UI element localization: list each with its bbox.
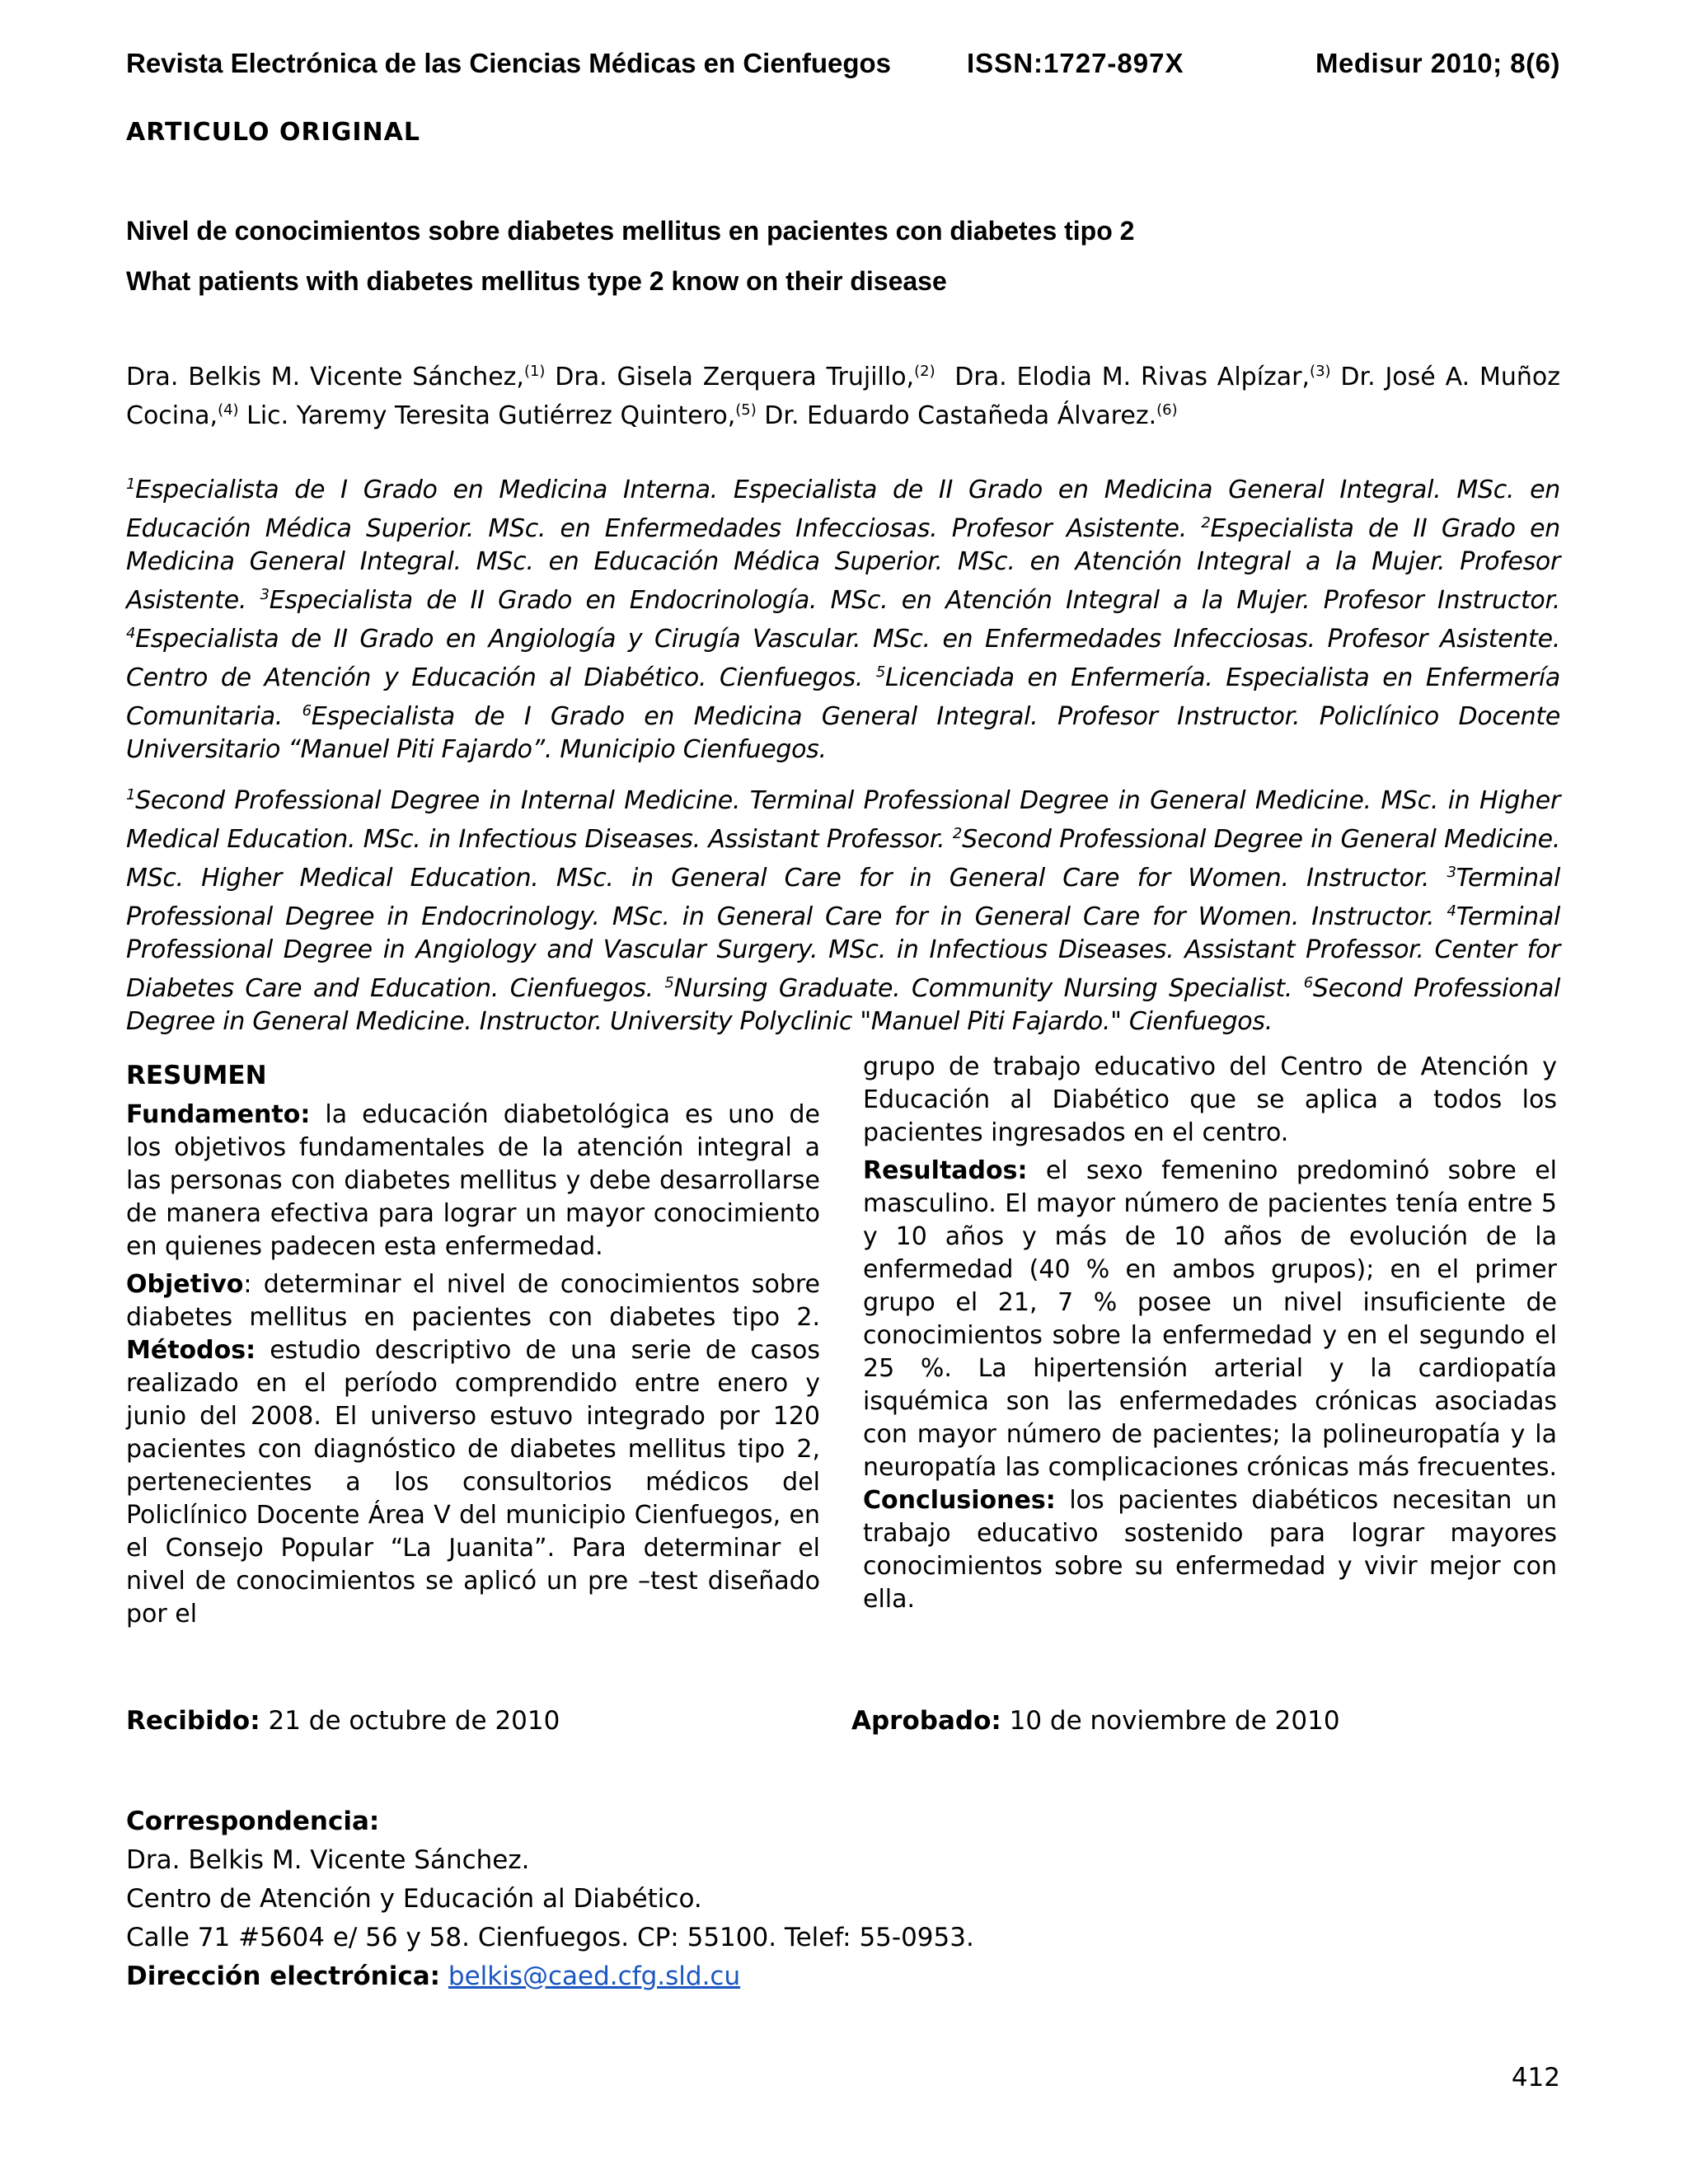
author: Dra. Elodia M. Rivas Alpízar, bbox=[954, 363, 1311, 391]
affil-mark: 4 bbox=[1447, 902, 1456, 920]
abstract-heading: RESUMEN bbox=[126, 1061, 267, 1090]
correspondence-institution: Centro de Atención y Educación al Diabético. bbox=[126, 1884, 702, 1914]
affil-mark: 1 bbox=[126, 786, 136, 804]
abstract-text: estudio descriptivo de una serie de casos realizado en el período comprendido entre enero y junio del 2008. El universo estuvo integrado por 120 pacientes con diagnóstico de diabetes mellitus tipo 2, pertenecientes a los consultorios médicos del Policlínico Docente Área V del municipio Cienfuegos, en el Consejo Popular “La Juanita”. Para determinar el nivel de conocimientos se aplicó un pre –test diseñado por el bbox=[126, 1336, 820, 1629]
abstract-text: el sexo femenino predominó sobre el masculino. El mayor número de pacientes tenía entre 5 y 10 años y más de 10 años de evolución de la enfermedad (40 % en ambos grupos); en el primer grupo el 21, 7 % posee un nivel insuficiente de conocimientos sobre la enfermedad y en el segundo el 25 %. La hipertensión arterial y la cardiopatía isquémica son las enfermedades crónicas asociadas con mayor número de pacientes; la polineuropatía y la neuropatía las complicaciones crónicas más frecuentes. bbox=[863, 1156, 1557, 1482]
author: Dr. Eduardo Castañeda Álvarez. bbox=[764, 401, 1157, 430]
author-mark: (4) bbox=[218, 401, 239, 419]
abstract-label: Métodos: bbox=[126, 1336, 256, 1365]
abstract-label: Objetivo bbox=[126, 1270, 244, 1299]
affil-text: Terminal Professional Degree in Endocrinology. MSc. in General Care for in General Care for Women. Instructor. bbox=[126, 864, 1560, 931]
affil-mark: 5 bbox=[875, 663, 886, 681]
affil-mark: 3 bbox=[260, 586, 270, 603]
affil-mark: 1 bbox=[126, 476, 136, 493]
approved-date bbox=[851, 1706, 1340, 1736]
correspondence-email-line bbox=[126, 1957, 1560, 1996]
author: Dra. Gisela Zerquera Trujillo, bbox=[555, 363, 915, 391]
affil-text: Terminal Professional Degree in Angiology and Vascular Surgery. MSc. in Infectious Diseases. Assistant Professor. Center for Diabetes Care and Education. Cienfuegos. bbox=[126, 902, 1560, 1003]
author: Dr. José A. Muñoz Cocina, bbox=[126, 363, 1560, 430]
affil-text: Licenciada en Enfermería. Especialista en Enfermería Comunitaria. bbox=[126, 663, 1560, 731]
abstract-text: : determinar el nivel de conocimientos sobre diabetes mellitus en pacientes con diabetes tipo 2. bbox=[126, 1270, 820, 1332]
author-mark: (1) bbox=[523, 363, 546, 380]
received-value: 21 de octubre de 2010 bbox=[268, 1706, 560, 1736]
author-mark: (5) bbox=[735, 401, 757, 419]
page-number: 412 bbox=[1511, 2063, 1560, 2093]
affil-mark: 2 bbox=[952, 825, 963, 842]
abstract-text: los pacientes diabéticos necesitan un trabajo educativo sostenido para lograr mayores conocimientos sobre su enfermedad y vivir mejor con ella. bbox=[863, 1486, 1557, 1614]
affil-text: Second Professional Degree in Internal Medicine. Terminal Professional Degree in General Medicine. MSc. in Higher Medical Education. MSc. in Infectious Diseases. Assistant Professor. bbox=[126, 786, 1560, 854]
abstract-left-column bbox=[126, 1059, 820, 1636]
abstract-fundamento bbox=[126, 1099, 820, 1263]
correspondence-address: Calle 71 #5604 e/ 56 y 58. Cienfuegos. CP: 55100. Telef: 55-0953. bbox=[126, 1923, 974, 1952]
affil-mark: 5 bbox=[664, 974, 674, 991]
email-label: Dirección electrónica: bbox=[126, 1961, 441, 1991]
author-mark: (2) bbox=[914, 363, 935, 380]
abstract-label: Resultados: bbox=[863, 1156, 1028, 1185]
author-list bbox=[126, 355, 1560, 433]
abstract-right-column bbox=[863, 1051, 1557, 1621]
journal-citation: Medisur 2010; 8(6) bbox=[1315, 48, 1560, 78]
affil-text: Second Professional Degree in General Medicine. MSc. Higher Medical Education. MSc. in General Care for in General Care for Women. Instructor. bbox=[126, 825, 1560, 893]
title-spanish: Nivel de conocimientos sobre diabetes mellitus en pacientes con diabetes tipo 2 bbox=[126, 216, 1135, 246]
abstract-label: Conclusiones: bbox=[863, 1486, 1056, 1515]
email-link[interactable]: belkis@caed.cfg.sld.cu bbox=[448, 1961, 741, 1991]
abstract-label: Fundamento: bbox=[126, 1100, 311, 1129]
affil-mark: 4 bbox=[126, 625, 136, 642]
abstract-objetivo-metodos bbox=[126, 1268, 820, 1631]
received-date bbox=[126, 1706, 560, 1736]
journal-name: Revista Electrónica de las Ciencias Médicas en Cienfuegos bbox=[126, 48, 892, 78]
issn: ISSN:1727-897X bbox=[967, 48, 1184, 78]
abstract-text: la educación diabetológica es uno de los objetivos fundamentales de la atención integral a las personas con diabetes mellitus y debe desarrollarse de manera efectiva para lograr un mayor conocimiento en quienes padecen esta enfermedad. bbox=[126, 1100, 820, 1261]
author-mark: (6) bbox=[1156, 401, 1178, 419]
affil-text: Especialista de I Grado en Medicina General Integral. Profesor Instructor. Policlínico Docente Universitario “Manuel Piti Fajardo”. Municipio Cienfuegos. bbox=[126, 702, 1560, 764]
title-english: What patients with diabetes mellitus type 2 know on their disease bbox=[126, 266, 947, 296]
correspondence-name: Dra. Belkis M. Vicente Sánchez. bbox=[126, 1845, 530, 1875]
affiliations-spanish bbox=[126, 468, 1560, 766]
approved-label: Aprobado: bbox=[851, 1706, 1001, 1736]
affil-text: Second Professional Degree in General Medicine. Instructor. University Polyclinic "Manuel Piti Fajardo." Cienfuegos. bbox=[126, 974, 1560, 1036]
affil-mark: 6 bbox=[1303, 974, 1313, 991]
abstract-text: grupo de trabajo educativo del Centro de Atención y Educación al Diabético que se aplica a todos los pacientes ingresados en el centro. bbox=[863, 1052, 1557, 1147]
affil-mark: 6 bbox=[302, 702, 312, 719]
abstract-resultados bbox=[863, 1155, 1557, 1616]
affiliations-english bbox=[126, 779, 1560, 1038]
approved-value: 10 de noviembre de 2010 bbox=[1009, 1706, 1340, 1736]
affil-text: Especialista de I Grado en Medicina Interna. Especialista de II Grado en Medicina General Integral. MSc. en Educación Médica Superior. MSc. en Enfermedades Infecciosas. Profesor Asistente. bbox=[126, 476, 1560, 543]
affil-text: Especialista de II Grado en Medicina General Integral. MSc. en Educación Médica Superior. MSc. en Atención Integral a la Mujer. Profesor Asistente. bbox=[126, 514, 1560, 615]
correspondence bbox=[126, 1802, 1560, 1996]
correspondence-heading: Correspondencia: bbox=[126, 1807, 380, 1836]
affil-mark: 3 bbox=[1447, 864, 1456, 881]
received-label: Recibido: bbox=[126, 1706, 260, 1736]
affil-text: Nursing Graduate. Community Nursing Specialist. bbox=[673, 974, 1293, 1003]
affil-mark: 2 bbox=[1201, 514, 1211, 532]
affil-text: Especialista de II Grado en Angiología y Cirugía Vascular. MSc. en Enfermedades Infecciosas. Profesor Asistente. Centro de Atención y Educación al Diabético. Cienfuegos. bbox=[126, 625, 1560, 692]
author: Dra. Belkis M. Vicente Sánchez, bbox=[126, 363, 524, 391]
abstract-metodos-continued bbox=[863, 1051, 1557, 1150]
author-mark: (3) bbox=[1310, 363, 1331, 380]
affil-text: Especialista de II Grado en Endocrinología. MSc. en Atención Integral a la Mujer. Profesor Instructor. bbox=[269, 586, 1560, 615]
author: Lic. Yaremy Teresita Gutiérrez Quintero, bbox=[246, 401, 736, 430]
section-type: ARTICULO ORIGINAL bbox=[126, 118, 420, 147]
